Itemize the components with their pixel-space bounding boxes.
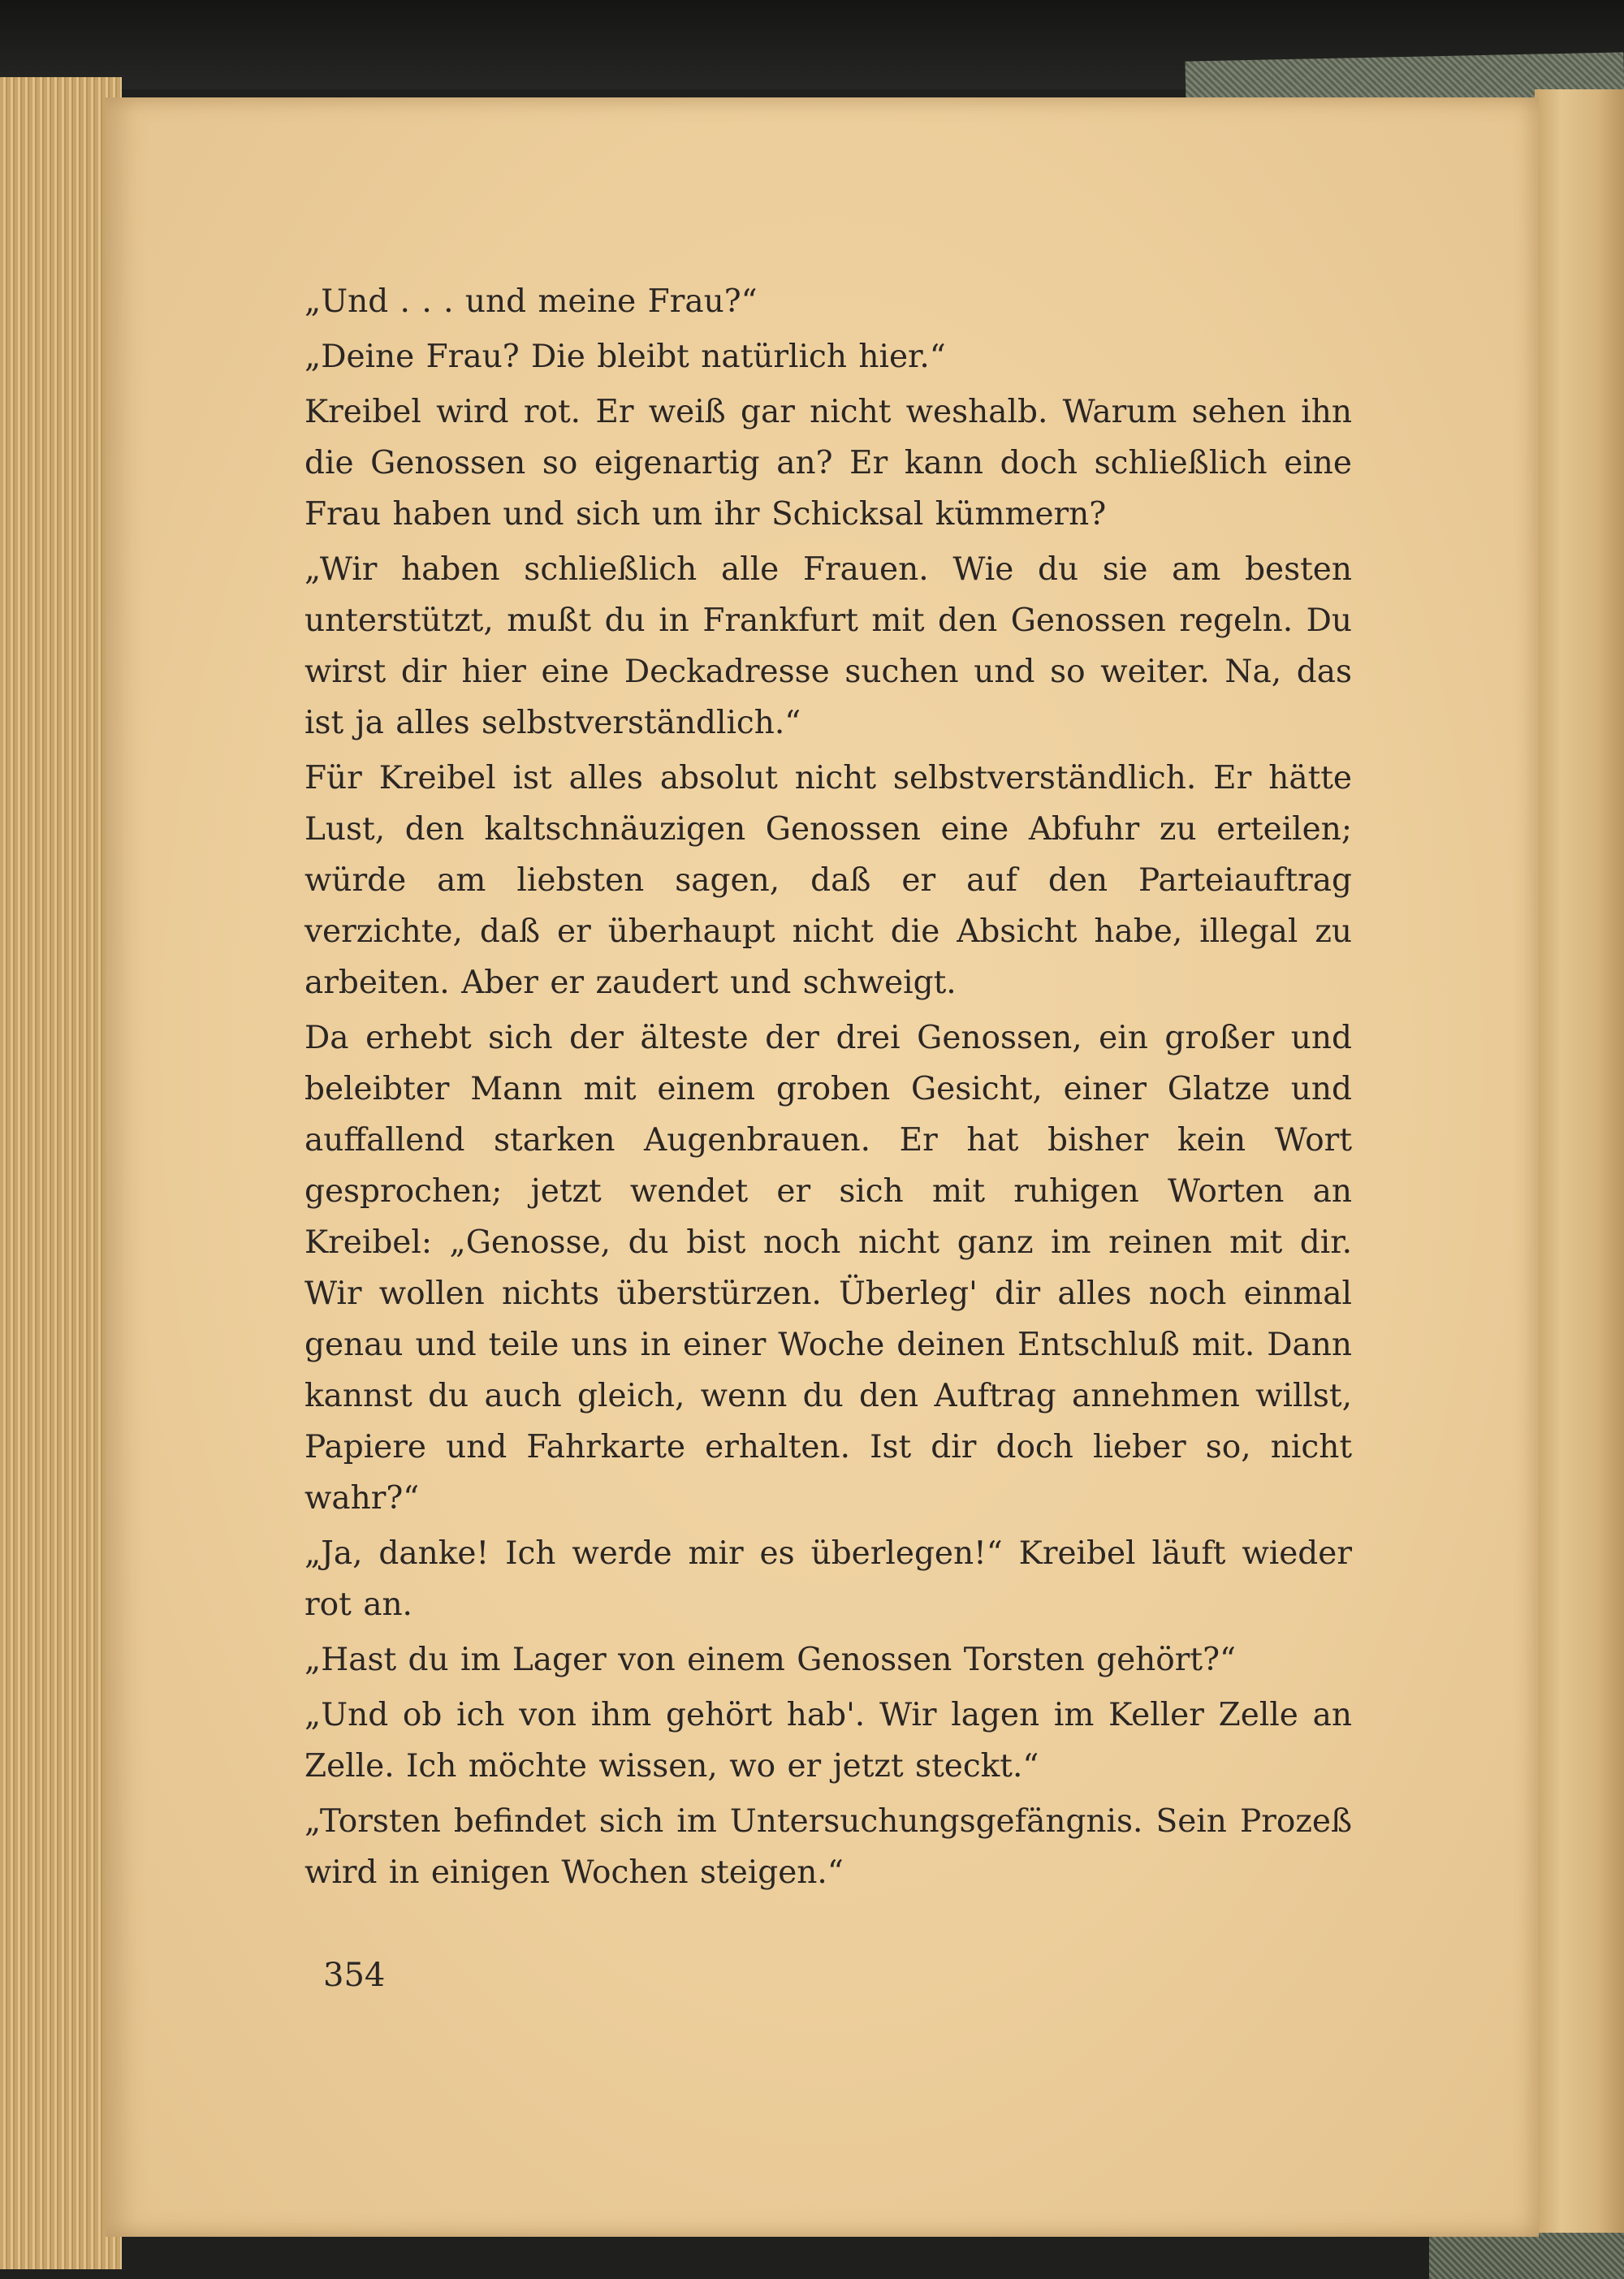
paragraph: „Hast du im Lager von einem Genossen Torsten gehört?“: [304, 1642, 1236, 1678]
page-number: 354: [323, 1957, 386, 1994]
paragraph: „Torsten befindet sich im Untersuchungsgefängnis. Sein Prozeß wird in einigen Wochen steigen.“: [304, 1803, 1352, 1891]
paragraph: „Ja, danke! Ich werde mir es überlegen!“ Kreibel läuft wieder rot an.: [304, 1535, 1352, 1623]
facing-page-edge: [1535, 89, 1624, 2233]
paragraph: Da erhebt sich der älteste der drei Genossen, ein großer und beleibter Mann mit einem groben Gesicht, einer Glatze und auffallend starken Augenbrauen. Er hat bisher kein Wort gesprochen; jetzt wendet er sich mit ruhigen Worten an Kreibel: „Genosse, du bist noch nicht ganz im reinen mit dir. Wir wollen nichts überstürzen. Überleg' dir alles noch einmal genau und teile uns in einer Woche deinen Entschluß mit. Dann kannst du auch gleich, wenn du den Auftrag annehmen willst, Papiere und Fahrkarte erhalten. Ist dir doch lieber so, nicht wahr?“: [304, 1020, 1352, 1517]
paragraph: Kreibel wird rot. Er weiß gar nicht weshalb. Warum sehen ihn die Genossen so eigenartig an? Er kann doch schließlich eine Frau haben und sich um ihr Schicksal kümmern?: [304, 394, 1352, 533]
paragraph: „Wir haben schließlich alle Frauen. Wie du sie am besten unterstützt, mußt du in Frankfurt mit den Genossen regeln. Du wirst dir hier eine Deckadresse suchen und so weiter. Na, das ist ja alles selbstverständlich.“: [304, 551, 1352, 741]
paragraph: „Und ob ich von ihm gehört hab'. Wir lagen im Keller Zelle an Zelle. Ich möchte wissen, wo er jetzt steckt.“: [304, 1697, 1352, 1785]
page-text: [304, 276, 1352, 1898]
page-stack-edge: [0, 77, 122, 2269]
paragraph: „Deine Frau? Die bleibt natürlich hier.“: [304, 339, 946, 375]
paragraph: „Und . . . und meine Frau?“: [304, 283, 758, 320]
paragraph: Für Kreibel ist alles absolut nicht selbstverständlich. Er hätte Lust, den kaltschnäuzigen Genossen eine Abfuhr zu erteilen; würde am liebsten sagen, daß er auf den Parteiauftrag verzichte, daß er überhaupt nicht die Absicht habe, illegal zu arbeiten. Aber er zaudert und schweigt.: [304, 760, 1352, 1001]
